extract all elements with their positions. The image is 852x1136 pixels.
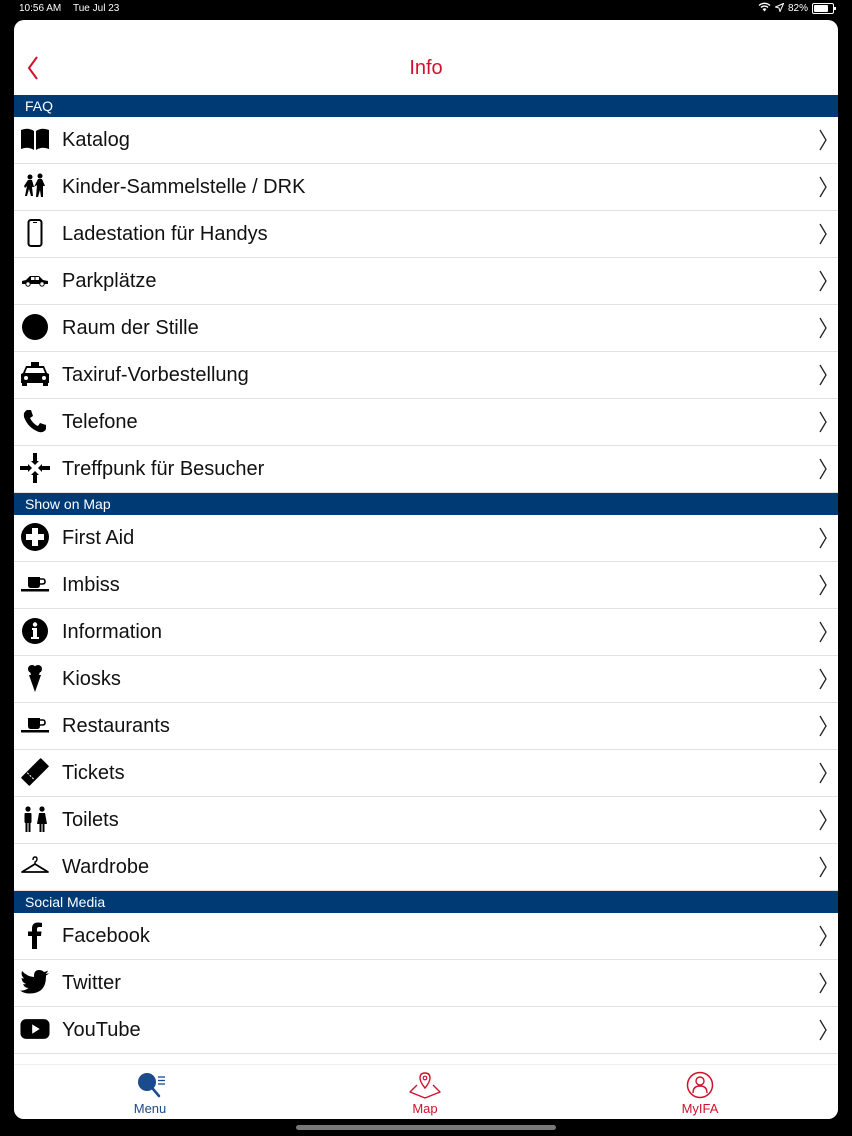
chevron-right-icon [818,809,828,831]
tab-bar [14,1064,838,1119]
meeting-point-icon [20,453,50,483]
chevron-right-icon [818,270,828,292]
list-item-label: Raum der Stille [62,317,199,339]
tab-menu-label: Menu [133,1101,167,1116]
user-profile-icon [683,1071,717,1099]
list-item-ladestation[interactable] [14,211,838,258]
coffee-cup-icon [20,710,50,740]
list-item-label: Twitter [62,972,121,994]
chevron-right-icon [818,856,828,878]
chevron-right-icon [818,317,828,339]
coffee-cup-icon [20,569,50,599]
list-item-kinder-sammelstelle[interactable] [14,164,838,211]
section-header-show-on-map: Show on Map [14,493,838,515]
list-item-tickets[interactable] [14,750,838,797]
search-menu-icon [133,1071,167,1099]
wifi-icon [758,2,771,15]
home-indicator[interactable] [296,1125,556,1130]
chevron-right-icon [818,1019,828,1041]
book-icon [20,124,50,154]
list-item-parkplaetze[interactable] [14,258,838,305]
list-item-kiosks[interactable] [14,656,838,703]
first-aid-icon [20,522,50,552]
chevron-right-icon [818,364,828,386]
ticket-icon [20,757,50,787]
list-item-label: Kiosks [62,668,121,690]
section-header-faq: FAQ [14,95,838,117]
chevron-right-icon [818,972,828,994]
tab-myifa[interactable] [640,1065,760,1119]
tab-myifa-label: MyIFA [681,1101,719,1116]
list-item-label: Tickets [62,762,125,784]
list-item-katalog[interactable] [14,117,838,164]
navigation-bar [14,20,838,95]
hanger-icon [20,851,50,881]
car-icon [20,265,50,295]
chevron-right-icon [818,527,828,549]
list-item-treffpunkt[interactable] [14,446,838,493]
list-item-label: Telefone [62,411,138,433]
list-item-label: First Aid [62,527,135,549]
list-item-twitter[interactable] [14,960,838,1007]
tab-menu[interactable] [90,1065,210,1119]
chevron-right-icon [818,574,828,596]
tab-map-label: Map [412,1101,438,1116]
list-item-label: Wardrobe [62,856,150,878]
chevron-right-icon [818,668,828,690]
list-item-label: Information [62,621,163,643]
facebook-icon [20,920,50,950]
list-item-label: Katalog [62,129,130,151]
list-item-imbiss[interactable] [14,562,838,609]
list-item-label: Parkplätze [62,270,157,292]
chevron-right-icon [818,715,828,737]
list-item-label: Treffpunk für Besucher [62,458,265,480]
list-item-restaurants[interactable] [14,703,838,750]
list-item-label: Facebook [62,925,150,947]
location-icon [775,3,784,15]
list-item-label: Imbiss [62,574,120,596]
list-item-label: Ladestation für Handys [62,223,268,245]
ice-cream-icon [20,663,50,693]
chevron-right-icon [818,223,828,245]
page-title: Info [409,57,443,79]
chevron-right-icon [818,129,828,151]
status-time: 10:56 AM [19,3,62,14]
list-item-youtube[interactable] [14,1007,838,1054]
list-item-taxiruf[interactable] [14,352,838,399]
list-item-information[interactable] [14,609,838,656]
chevron-right-icon [818,458,828,480]
twitter-icon [20,967,50,997]
chevron-right-icon [818,621,828,643]
section-header-social-media: Social Media [14,891,838,913]
children-icon [20,171,50,201]
list-item-first-aid[interactable] [14,515,838,562]
list-item-label: YouTube [62,1019,141,1041]
list-item-label: Restaurants [62,715,170,737]
battery-icon [812,3,834,14]
list-item-toilets[interactable] [14,797,838,844]
phone-icon [20,406,50,436]
list-item-facebook[interactable] [14,913,838,960]
list-item-raum-der-stille[interactable] [14,305,838,352]
list-item-label: Kinder-Sammelstelle / DRK [62,176,306,198]
status-bar [0,0,852,18]
info-icon [20,616,50,646]
taxi-icon [20,359,50,389]
tab-map[interactable] [365,1065,485,1119]
chevron-right-icon [818,411,828,433]
chevron-right-icon [818,176,828,198]
map-pin-icon [408,1071,442,1099]
battery-percent: 82% [787,3,808,14]
list-item-telefone[interactable] [14,399,838,446]
list-item-label: Toilets [62,809,119,831]
list-item-wardrobe[interactable] [14,844,838,891]
chevron-right-icon [818,925,828,947]
list-item-label: Taxiruf-Vorbestellung [62,364,249,386]
chevron-right-icon [818,762,828,784]
status-date: Tue Jul 23 [73,3,120,14]
youtube-icon [20,1014,50,1044]
mobile-phone-icon [20,218,50,248]
circle-icon [20,312,50,342]
restroom-icon [20,804,50,834]
info-sheet [14,20,838,1119]
